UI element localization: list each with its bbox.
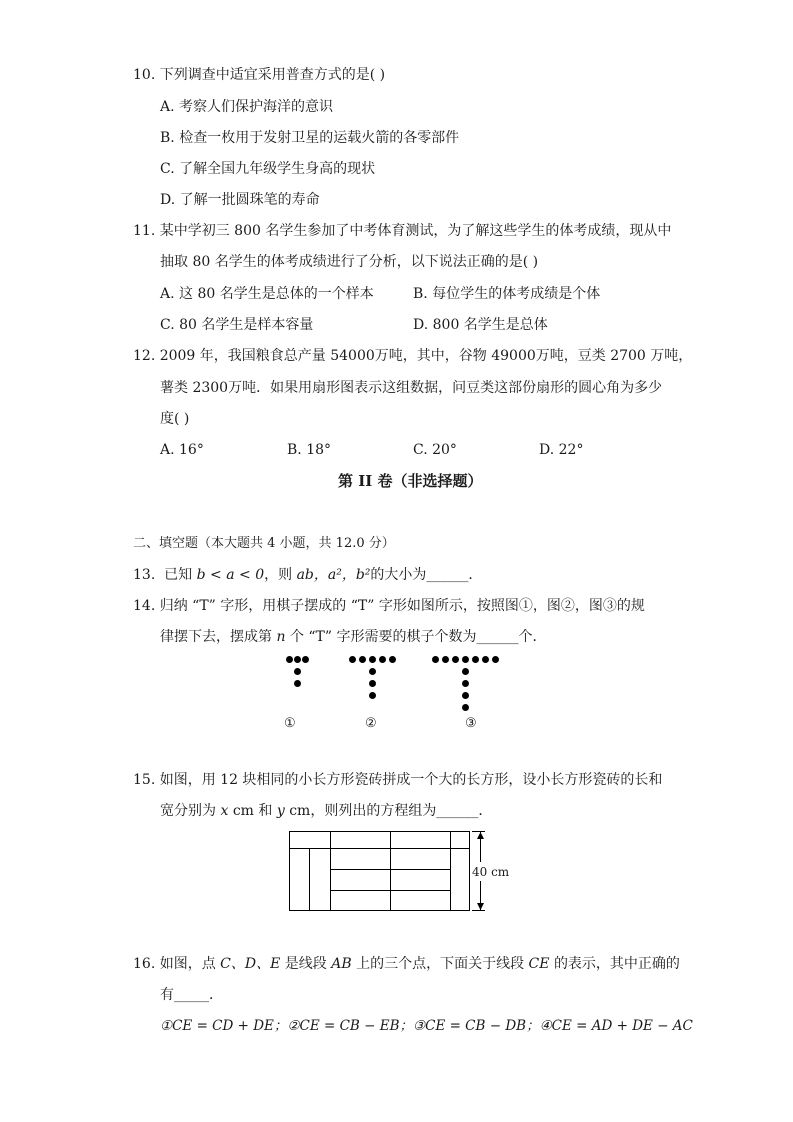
- chess-piece: [462, 704, 469, 711]
- q14-line2-pre: 律摆下去，摆成第: [160, 629, 272, 645]
- q13-pre: 已知: [164, 567, 193, 583]
- figure-label-2: ②: [365, 716, 377, 731]
- q15-line2: [160, 802, 492, 820]
- q16-points: C、D、E: [220, 956, 281, 972]
- q15-cm1: cm 和: [232, 803, 273, 819]
- q12-line2: 薯类 2300万吨．如果用扇形图表示这组数据，问豆类这部份扇形的圆心角为多少: [160, 380, 663, 396]
- chess-piece: [389, 656, 396, 663]
- q11-option-b: B. 每位学生的体考成绩是个体: [413, 286, 601, 302]
- q12-option-b: B. 18°: [287, 442, 332, 458]
- arrow-head-down: [477, 903, 484, 910]
- q10-option-b: B. 检查一枚用于发射卫星的运载火箭的各零部件: [160, 130, 460, 146]
- q15-var-x: x: [220, 803, 229, 819]
- arrow-head-up: [477, 832, 484, 839]
- chess-piece: [482, 656, 489, 663]
- part2-title: 第 II 卷（非选择题）: [338, 472, 483, 490]
- chess-piece: [369, 656, 376, 663]
- chess-piece: [369, 680, 376, 687]
- chess-piece: [369, 692, 376, 699]
- q11-line2: 抽取 80 名学生的体考成绩进行了分析，以下说法正确的是( ): [160, 254, 539, 270]
- outer-rectangle: [290, 832, 470, 911]
- q13-post: 的大小为______．: [370, 567, 483, 583]
- chess-piece: [286, 656, 293, 663]
- chess-piece: [452, 656, 459, 663]
- q12-option-d: D. 22°: [539, 442, 584, 458]
- q14-line2-post: 个 “T” 字形需要的棋子个数为______个．: [289, 629, 547, 645]
- q13-condition: b < a < 0: [196, 567, 265, 583]
- section2-heading: 二、填空题（本大题共 4 小题，共 12.0 分）: [133, 536, 395, 551]
- chess-piece: [302, 656, 309, 663]
- chess-piece: [359, 656, 366, 663]
- q11-option-a: A. 这 80 名学生是总体的一个样本: [160, 286, 374, 302]
- chess-piece: [379, 656, 386, 663]
- chess-piece: [462, 668, 469, 675]
- chess-piece: [462, 692, 469, 699]
- chess-piece: [462, 656, 469, 663]
- q11-option-c: C. 80 名学生是样本容量: [160, 317, 314, 333]
- q14-line1: 14. 归纳 “T” 字形，用棋子摆成的 “T” 字形如图所示，按照图①，图②，图③的规: [133, 598, 645, 614]
- q16-seg-ce: CE: [528, 956, 550, 972]
- q12-line3: 度( ): [160, 411, 190, 427]
- chess-piece: [369, 668, 376, 675]
- q12-line1: 12. 2009 年，我国粮食总产量 54000万吨，其中，谷物 49000万吨，豆类 2700 万吨，: [133, 348, 693, 364]
- q10-stem: 10. 下列调查中适宜采用普查方式的是( ): [133, 67, 386, 83]
- q15-line1: 15. 如图，用 12 块相同的小长方形瓷砖拼成一个大的长方形，设小长方形瓷砖的长和: [133, 772, 663, 788]
- dimension-label: 40 cm: [472, 865, 510, 879]
- chess-piece: [349, 656, 356, 663]
- q13-terms: ab，a²，b²: [296, 567, 371, 583]
- q14-var-n: n: [276, 629, 286, 645]
- chess-piece: [432, 656, 439, 663]
- q16-line2: 有_____．: [160, 987, 223, 1003]
- q13-number: 13.: [133, 567, 156, 583]
- q10-option-d: D. 了解一批圆珠笔的寿命: [160, 192, 320, 208]
- q16-line1: [133, 955, 680, 973]
- chess-piece: [472, 656, 479, 663]
- q15-var-y: y: [276, 803, 285, 819]
- chess-piece: [492, 656, 499, 663]
- q13-line: [133, 566, 482, 584]
- figure-label-1: ①: [284, 716, 296, 731]
- chess-piece: [294, 668, 301, 675]
- chess-piece: [442, 656, 449, 663]
- q15-line2-post: cm，则列出的方程组为______．: [289, 803, 493, 819]
- chess-piece: [294, 656, 301, 663]
- q13-mid: ，则: [264, 567, 293, 583]
- q16-mid2: 上的三个点，下面关于线段: [356, 956, 525, 972]
- q11-line1: 11. 某中学初三 800 名学生参加了中考体育测试，为了解这些学生的体考成绩，现从中: [133, 223, 672, 239]
- chess-piece: [294, 680, 301, 687]
- figure-label-3: ③: [465, 716, 477, 731]
- q16-mid: 是线段: [284, 956, 327, 972]
- q11-option-d: D. 800 名学生是总体: [413, 317, 548, 333]
- chess-piece: [462, 680, 469, 687]
- q14-line2: [160, 628, 547, 646]
- q10-option-c: C. 了解全国九年级学生身高的现状: [160, 161, 376, 177]
- q15-line2-pre: 宽分别为: [160, 803, 216, 819]
- q16-seg-ab: AB: [331, 956, 352, 972]
- q16-post: 的表示，其中正确的: [553, 956, 680, 972]
- q16-pre: 16. 如图，点: [133, 956, 216, 972]
- q16-options: ①CE = CD + DE；②CE = CB − EB；③CE = CB − DB；④CE = AD + DE − AC: [160, 1018, 693, 1034]
- q12-option-a: A. 16°: [160, 442, 204, 458]
- q12-option-c: C. 20°: [413, 442, 457, 458]
- q10-option-a: A. 考察人们保护海洋的意识: [160, 99, 334, 115]
